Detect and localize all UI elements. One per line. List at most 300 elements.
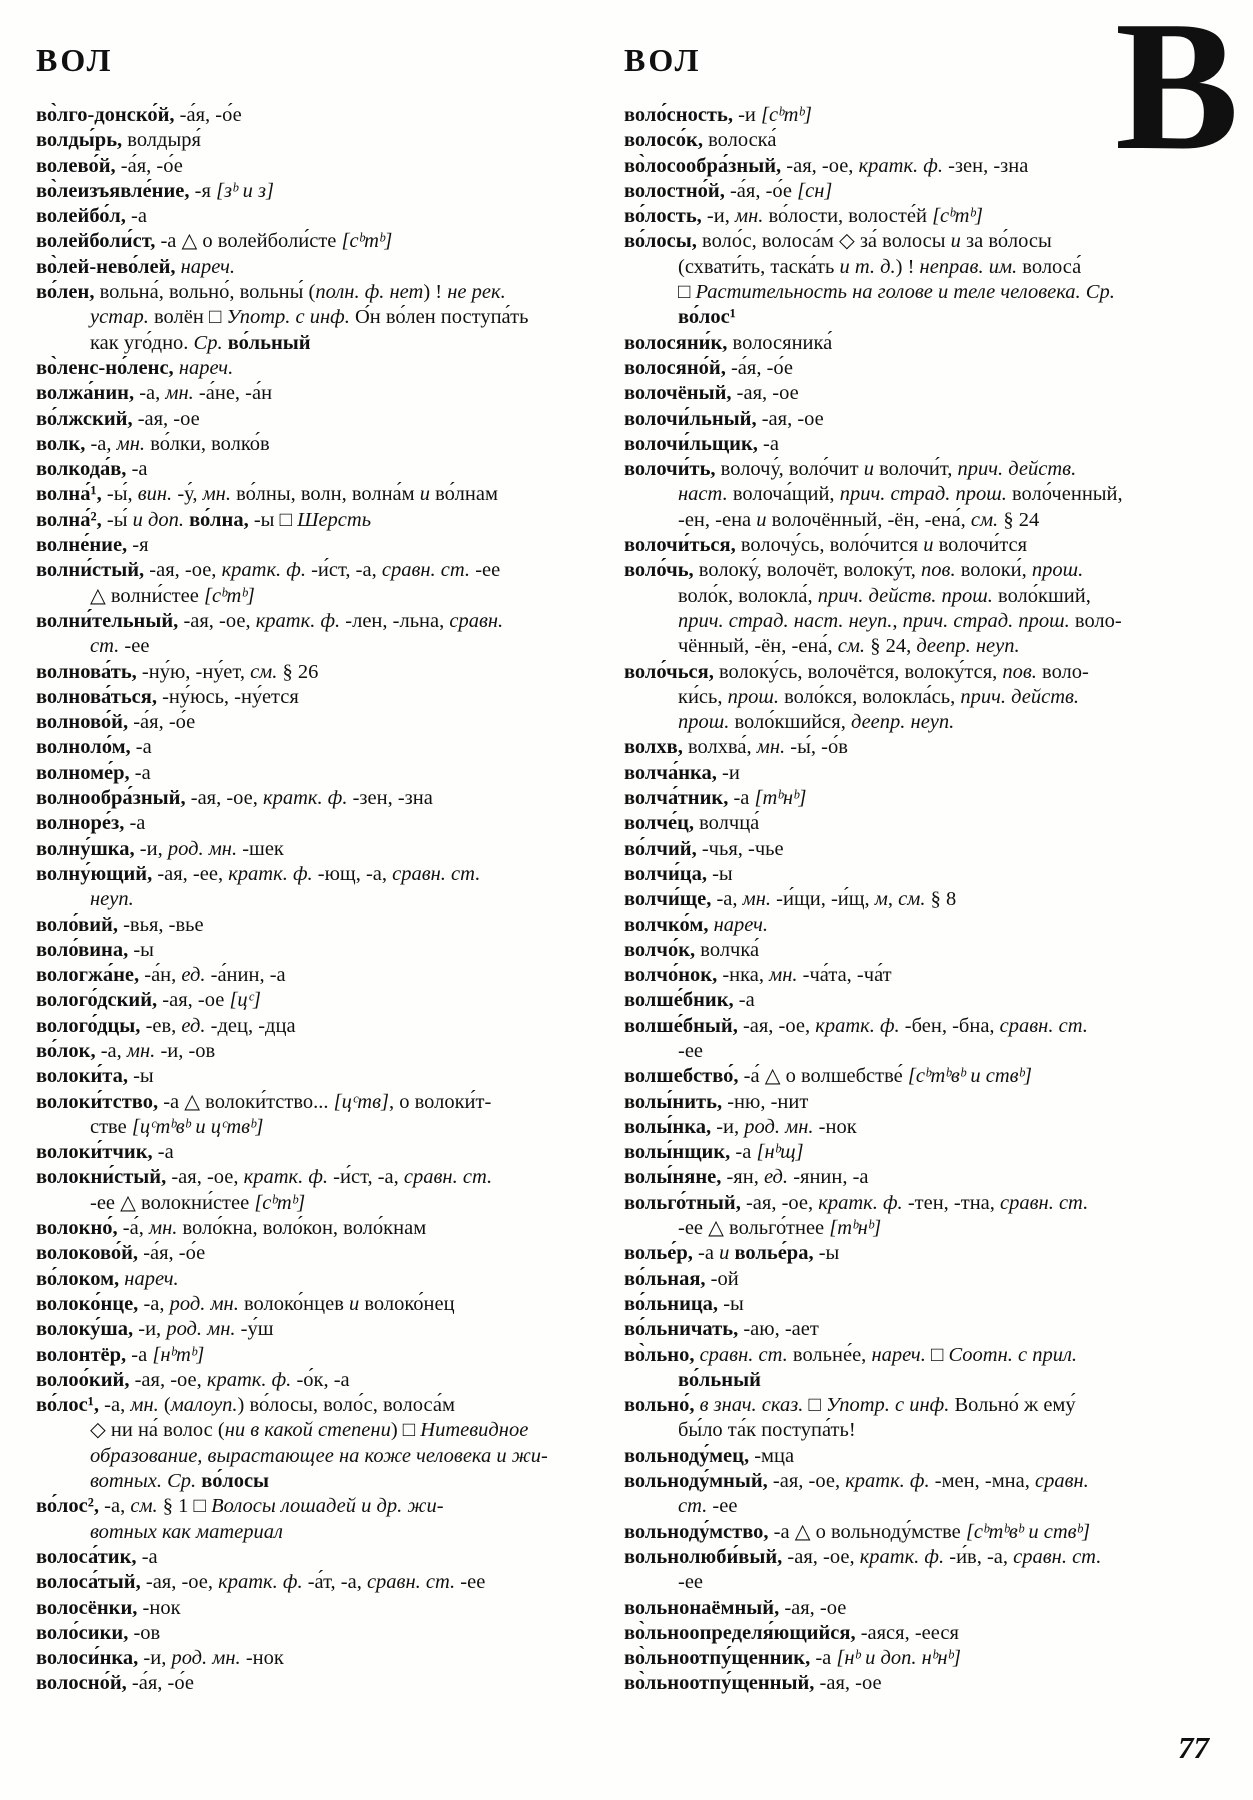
headword: воло́вий, [36, 913, 118, 936]
entry-text: -и, [133, 1318, 167, 1341]
grammar-label: прош. [727, 685, 779, 708]
entry-text: -ая, -ое, [178, 609, 256, 632]
grammar-label: вотных как материал [90, 1520, 283, 1543]
entry-text: -вья, -вье [117, 913, 204, 936]
grammar-label: Растительность на голове и теле человека. [695, 281, 1081, 304]
entry-line [624, 963, 1220, 988]
grammar-label: неуп. [90, 888, 134, 911]
entry-text: -а́я, -о́е [174, 104, 242, 126]
headword: волоса́тый, [36, 1571, 141, 1594]
grammar-label: [нᵇ и доп. нᵇнᵇ] [836, 1647, 962, 1670]
grammar-label: и [419, 483, 430, 506]
entry-line [624, 1317, 1220, 1342]
entry-text: -а △ о вольноду́мстве [768, 1520, 966, 1543]
headword: волчи́ще, [624, 888, 712, 911]
headword: волоко́нце, [36, 1292, 139, 1315]
headword: волну́шка, [36, 837, 135, 860]
entry-text: -ая, -ое [157, 989, 230, 1012]
headword: во́лчий, [624, 837, 697, 860]
entry-text: -а [126, 458, 148, 481]
grammar-label: устар. [90, 306, 149, 329]
entry-text: -а́я, -о́е [724, 179, 798, 202]
entry-text: -ая, -ое, [166, 1166, 244, 1189]
entry-text: -нок [240, 1647, 284, 1670]
entry-text: -а, [138, 1292, 170, 1315]
left-column-entries [36, 103, 622, 1697]
headword: волоо́кий, [36, 1368, 130, 1391]
entry-text: -ы [706, 862, 733, 885]
headword: волче́ц, [624, 812, 695, 835]
entry-text: волочу́сь, воло́чится [735, 534, 924, 557]
entry-text: волхва́, [682, 736, 757, 759]
grammar-label: [цᶜтᵇвᵇ и цᶜтвᵇ] [131, 1115, 264, 1138]
grammar-label: сравн. ст. [699, 1343, 788, 1366]
headword: волоку́ша, [36, 1318, 134, 1341]
headword: волы́нка, [624, 1115, 712, 1138]
grammar-label: кратк. ф. [255, 609, 341, 632]
grammar-label: сравн. ст. [1000, 1191, 1089, 1214]
entry-text: -нка, [717, 964, 770, 987]
entry-line [624, 988, 1220, 1013]
entry-text: Вольно́ ж ему́ [949, 1394, 1076, 1417]
headword: во́льная, [624, 1267, 706, 1290]
entry-line [624, 204, 1220, 229]
entry-text: -ая, -ое, [781, 154, 859, 177]
entry-text: О́н во́лен поступа́ть [349, 306, 529, 329]
entry-text: -а́не, -а́н [193, 382, 273, 405]
headword: волосо́к, [624, 129, 703, 152]
entry-text: -а △ о волейболи́сте [155, 230, 342, 253]
grammar-label: Волосы лошадей и др. жи- [211, 1495, 444, 1518]
grammar-label: кратк. ф. [845, 1470, 930, 1493]
entry-line [36, 533, 622, 558]
entry-line [36, 1014, 622, 1039]
entry-text: -а́т, -а, [302, 1571, 367, 1594]
grammar-label: кратк. ф. [815, 1014, 900, 1037]
entry-line [36, 154, 622, 179]
entry-text: -а △ волоки́тство... [158, 1090, 334, 1113]
headword: волочи́ться, [624, 534, 736, 557]
entry-text: -а, [711, 888, 743, 911]
entry-text: волоку́сь, волочётся, волоку́тся, [713, 660, 1003, 683]
grammar-label: нареч. [119, 1267, 179, 1290]
entry-text: -о́к, -а [291, 1368, 350, 1391]
entry-line [624, 1545, 1220, 1570]
entry-text: -ая, -ое, [737, 1014, 816, 1037]
entry-line [624, 1393, 1220, 1418]
entry-text: волочи́тся [933, 534, 1028, 557]
section-letter: В [1114, 0, 1239, 189]
grammar-label: сравн. ст. [1013, 1545, 1102, 1568]
entry-text: -ая, -ое [756, 407, 824, 430]
entry-line [624, 1090, 1220, 1115]
entry-text: ( [158, 1394, 171, 1417]
entry-continuation-line [624, 1216, 1220, 1241]
entry-continuation-line [36, 305, 622, 330]
entry-line [36, 558, 622, 583]
grammar-label: [цᶜ] [229, 989, 262, 1012]
headword: волча́нка, [624, 761, 717, 784]
entry-continuation-line [36, 1520, 622, 1545]
entry-line [36, 963, 622, 988]
headword: волокни́стый, [36, 1166, 167, 1189]
entry-line [624, 1292, 1220, 1317]
entry-text: -тен, -тна, [902, 1191, 1001, 1214]
grammar-label: деепр. неуп. [850, 711, 955, 734]
grammar-label: мн. [734, 205, 764, 228]
grammar-label: Употр. с инф. [825, 1394, 950, 1417]
headword: волоси́нка, [36, 1647, 139, 1670]
grammar-label: Шерсть [297, 508, 372, 531]
entry-line [36, 862, 622, 887]
entry-text: -а́я, -о́е [126, 1672, 194, 1695]
headword: во́лос¹, [36, 1394, 100, 1417]
entry-text: воло́кна, воло́кон, воло́кнам [177, 1217, 427, 1240]
entry-text: как уго́дно. [90, 331, 194, 354]
entry-text: -дец, -дца [205, 1014, 296, 1037]
grammar-label: и доп. [132, 508, 184, 531]
grammar-label: и [923, 534, 934, 557]
entry-text: -ая, -ое, [144, 559, 222, 582]
grammar-label: ед. [181, 964, 206, 987]
entry-line [36, 381, 622, 406]
entry-text: -а́н, [139, 964, 182, 987]
grammar-label: [зᵇ и з] [216, 179, 274, 202]
grammar-label: кратк. ф. [221, 559, 306, 582]
entry-text: волоса́ [1017, 255, 1082, 278]
entry-line [624, 381, 1220, 406]
grammar-label: нареч. [708, 913, 768, 936]
grammar-label: наст. [678, 483, 728, 506]
entry-text: волдыря́ [122, 129, 201, 152]
grammar-label: и [950, 230, 961, 253]
entry-line [36, 407, 622, 432]
entry-text: -и́ст, -а, [328, 1166, 404, 1189]
headword: волосно́й, [36, 1672, 127, 1695]
entry-line [36, 508, 622, 533]
headword: во́лосы [201, 1470, 270, 1493]
grammar-label: ст. [90, 635, 120, 658]
entry-text: -я [127, 534, 149, 557]
grammar-label: кратк. ф. [218, 1571, 303, 1594]
grammar-label: мн. [126, 1039, 156, 1062]
entry-line [624, 356, 1220, 381]
headword: волноре́з, [36, 812, 125, 835]
entry-continuation-line [624, 634, 1220, 659]
headword: воло́чь, [624, 559, 694, 582]
entry-text: волён □ [148, 306, 227, 329]
entry-text: § 24, [865, 635, 917, 658]
entry-text: -нок [137, 1596, 181, 1619]
entry-text: волчка́ [695, 938, 760, 961]
entry-line [624, 811, 1220, 836]
entry-line [624, 1343, 1220, 1368]
entry-text: во́лки, волко́в [145, 432, 270, 455]
headword: волье́ра, [734, 1242, 814, 1265]
grammar-label: [сᵇтᵇ] [341, 230, 393, 253]
headword: во́льный [678, 1368, 761, 1391]
headword: волчо́нок, [624, 964, 718, 987]
grammar-label: и [756, 508, 767, 531]
headword: во́лость, [624, 205, 702, 228]
entry-text: -ая, -ое, [740, 1191, 819, 1214]
entry-continuation-line [624, 1039, 1220, 1064]
entry-continuation-line [624, 305, 1220, 330]
entry-text: -а, [99, 1394, 131, 1417]
entry-line [36, 811, 622, 836]
entry-text: воло́кшийся, [729, 711, 851, 734]
entry-text: (схвати́ть, таска́ть [678, 255, 840, 278]
headword: волочёный, [624, 382, 732, 405]
entry-line [624, 1014, 1220, 1039]
entry-line [36, 1671, 622, 1696]
grammar-label: ни в какой степени [224, 1419, 391, 1442]
headword: волше́бный, [624, 1014, 738, 1037]
grammar-label: ед. [763, 1166, 789, 1189]
entry-text: -ая, -ое, [767, 1470, 846, 1493]
entry-line [36, 204, 622, 229]
grammar-label: см. [970, 508, 999, 531]
entry-text: воло́кший, [992, 584, 1091, 607]
entry-line [36, 1064, 622, 1089]
entry-continuation-line [624, 1368, 1220, 1393]
entry-text: ) ! [895, 255, 920, 278]
entry-text: воло́ченный, [1006, 483, 1123, 506]
headword: вологжа́не, [36, 964, 140, 987]
entry-text: -ян, [721, 1166, 764, 1189]
headword: воло́сики, [36, 1621, 129, 1644]
headword: волого́дцы, [36, 1014, 141, 1037]
grammar-label: прич. страд. наст. неуп. [678, 609, 893, 632]
headword: волноло́м, [36, 736, 131, 759]
entry-continuation-line [36, 1444, 622, 1469]
entry-text: -а [810, 1647, 837, 1670]
entry-text: -мен, -мна, [929, 1470, 1035, 1493]
entry-text: -а [757, 432, 779, 455]
entry-continuation-line [36, 1115, 622, 1140]
entry-text: -ая, -ое [731, 382, 799, 405]
entry-line [624, 331, 1220, 356]
entry-text: -а́я, -о́е [725, 356, 794, 379]
headword: во̀леизъявле́ние, [36, 179, 190, 202]
entry-text: ) □ [390, 1419, 421, 1442]
entry-line [36, 609, 622, 634]
entry-line [624, 735, 1220, 760]
grammar-label: и [349, 1292, 360, 1315]
headword: во́лен, [36, 281, 95, 304]
headword: волна́¹, [36, 483, 102, 506]
entry-text: стве [90, 1115, 132, 1138]
headword: во̀лосообра́зный, [624, 154, 782, 177]
entry-text: -ы [127, 1065, 154, 1088]
headword: волье́р, [624, 1242, 693, 1265]
entry-text: -аяся, -ееся [855, 1621, 959, 1644]
entry-text: -а́нин, -а [205, 964, 286, 987]
grammar-label: кратк. ф. [228, 862, 313, 885]
entry-line [36, 1165, 622, 1190]
entry-line [36, 988, 622, 1013]
entry-text: -а [136, 1545, 158, 1568]
entry-line [36, 1621, 622, 1646]
entry-text: -ы [128, 938, 154, 961]
entry-text: -ы́, [101, 483, 138, 506]
headword: волчи́ца, [624, 862, 707, 885]
entry-text: -а [124, 812, 146, 835]
entry-continuation-line [36, 584, 622, 609]
right-column [624, 36, 1220, 1697]
entry-line [624, 887, 1220, 912]
entry-text: -ов [128, 1621, 161, 1644]
headword: волнообра́зный, [36, 787, 186, 810]
entry-line [624, 1671, 1220, 1696]
entry-text: -а, [95, 1039, 127, 1062]
entry-text: -и, -ов [155, 1039, 216, 1062]
grammar-label: см. [837, 635, 866, 658]
entry-text: § 24 [998, 508, 1040, 531]
entry-line [36, 685, 622, 710]
entry-text: -зен, -зна [942, 154, 1029, 177]
entry-text: -а́я, -о́е [138, 1242, 206, 1265]
grammar-label: сравн. [449, 609, 504, 632]
entry-line [624, 1191, 1220, 1216]
headword: волжа́нин, [36, 382, 135, 405]
headword: волды́рь, [36, 129, 123, 152]
entry-line [36, 229, 622, 254]
headword: во̀лго-донско́й, [36, 104, 175, 126]
entry-line [624, 761, 1220, 786]
entry-text: -ее [455, 1571, 486, 1594]
grammar-label: см. [130, 1495, 158, 1518]
entry-text: -и, [138, 1647, 172, 1670]
headword: волонтёр, [36, 1343, 127, 1366]
entry-text: во́лости, волосте́й [763, 205, 933, 228]
grammar-label: сравн. ст. [392, 862, 481, 885]
entry-text: -ы́, -о́в [785, 736, 848, 759]
headword: во̀льноотпу́щенник, [624, 1647, 811, 1670]
entry-text: -а́, [117, 1217, 149, 1240]
entry-line [624, 229, 1220, 254]
grammar-label: [цᶜтв] [333, 1090, 389, 1113]
entry-text: -ая, -ое [814, 1672, 882, 1695]
grammar-label: деепр. неуп. [916, 635, 1020, 658]
grammar-label: пов. [921, 559, 956, 582]
entry-text: волосяника́ [727, 331, 833, 354]
entry-text: волоча́щий, [727, 483, 840, 506]
entry-text: □ [803, 1394, 826, 1417]
entry-text: воло́кся, волокла́сь, [779, 685, 961, 708]
entry-text: , [892, 609, 903, 632]
grammar-label: см. [250, 660, 278, 683]
entry-line [36, 482, 622, 507]
entry-line [624, 837, 1220, 862]
entry-text: волчца́ [694, 812, 760, 835]
entry-line [36, 1267, 622, 1292]
headword: волочи́ть, [624, 458, 716, 481]
entry-text: -а [152, 1141, 174, 1164]
grammar-label: кратк. ф. [206, 1368, 292, 1391]
entry-text: -ая, -ое [779, 1596, 847, 1619]
entry-text: -и́в, -а, [944, 1545, 1014, 1568]
entry-line [36, 1343, 622, 1368]
grammar-label: и [863, 458, 874, 481]
entry-text: -ая, -ое, [140, 1571, 219, 1594]
entry-line [624, 786, 1220, 811]
entry-text: -мца [749, 1444, 795, 1467]
entry-line [624, 1469, 1220, 1494]
headword: вольго́тный, [624, 1191, 741, 1214]
headword: волы́няне, [624, 1166, 722, 1189]
entry-text: -ну́ю, -ну́ет, [136, 660, 251, 683]
entry-line [36, 938, 622, 963]
entry-line [624, 558, 1220, 583]
headword: волни́тельный, [36, 609, 179, 632]
right-column-entries [624, 103, 1220, 1697]
headword: волкода́в, [36, 458, 127, 481]
entry-text: -лен, -льна, [340, 609, 450, 632]
grammar-label: прич. страд. прош. [839, 483, 1007, 506]
grammar-label: прич. действ. [960, 685, 1080, 708]
entry-text: § 26 [277, 660, 319, 683]
entry-text: -а [126, 1343, 153, 1366]
entry-text: -а [130, 736, 152, 759]
entry-line [36, 1292, 622, 1317]
entry-line [36, 1570, 622, 1595]
grammar-label: неправ. им. [919, 255, 1018, 278]
entry-text: -ча́та, -ча́т [797, 964, 892, 987]
grammar-label: мн. [756, 736, 786, 759]
headword: волево́й, [36, 154, 116, 177]
grammar-label: в знач. сказ. [699, 1394, 804, 1417]
grammar-label: род. мн. [167, 837, 238, 860]
entry-text: воло- [1069, 609, 1122, 632]
entry-line [36, 735, 622, 760]
entry-text: ки́сь, [678, 685, 728, 708]
grammar-label: кратк. ф. [818, 1191, 903, 1214]
entry-text: -а [730, 1141, 757, 1164]
grammar-label: нареч. [175, 255, 236, 278]
entry-text: -и [732, 104, 762, 126]
entry-continuation-line [36, 1191, 622, 1216]
grammar-label: род. мн. [169, 1292, 239, 1315]
left-column-header: ВОЛ [36, 42, 114, 78]
entry-text: -ая, -ое, [129, 1368, 207, 1391]
grammar-label: прич. действ. [957, 458, 1077, 481]
headword: волни́стый, [36, 559, 145, 582]
grammar-label: кратк. ф. [263, 787, 348, 810]
entry-text: □ [925, 1343, 949, 1366]
entry-text: ) ! [423, 281, 448, 304]
grammar-label: [сн] [797, 179, 833, 202]
entry-text: волоки́, [955, 559, 1032, 582]
entry-line [624, 862, 1220, 887]
entry-continuation-line [624, 255, 1220, 280]
entry-text: волоко́нцев [238, 1292, 349, 1315]
entry-text: -а [125, 205, 147, 228]
grammar-label: род. мн. [166, 1318, 236, 1341]
headword: воло́чься, [624, 660, 714, 683]
grammar-label: сравн. ст. [403, 1166, 493, 1189]
headword: во́лна, [189, 508, 249, 531]
entry-line [624, 1596, 1220, 1621]
headword: во̀ленс-но́ленс, [36, 356, 174, 379]
entry-line [36, 1368, 622, 1393]
entry-text: волочи́т, [873, 458, 958, 481]
headword: вольнонаёмный, [624, 1596, 780, 1619]
grammar-label: кратк. ф. [859, 1545, 945, 1568]
grammar-label: кратк. ф. [243, 1166, 329, 1189]
entry-continuation-line [36, 1418, 622, 1443]
entry-line [624, 1520, 1220, 1545]
